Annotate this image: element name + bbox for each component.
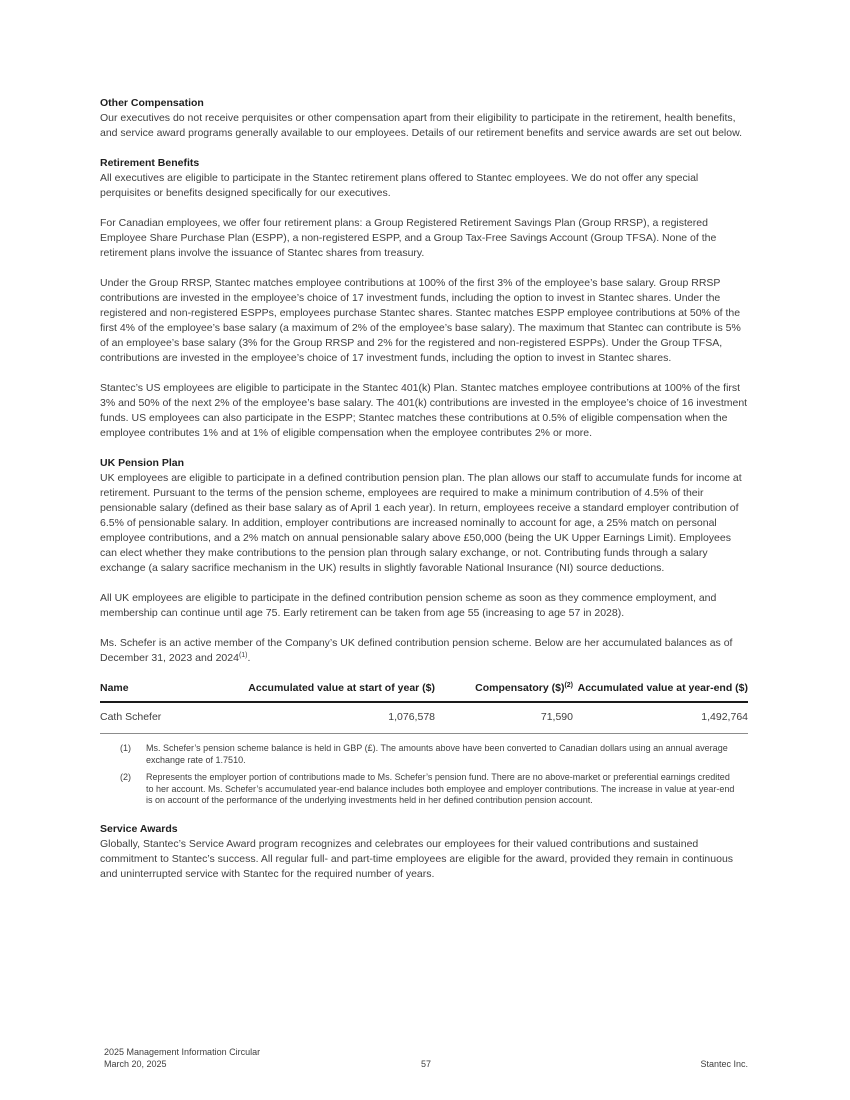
footer-company-name: Stantec Inc.	[700, 1059, 748, 1069]
paragraph-service-awards: Globally, Stantec’s Service Award program recognizes and celebrates our employees for their valued contributions and sustained commitment to Stantec’s success. All regular full- and part-time employees are eligible for the award, provided they remain in continuous and uninterrupted service with Stantec for the required number of years.	[100, 837, 734, 880]
col-header-year-end	[573, 681, 748, 702]
footnote-1-text: Ms. Schefer’s pension scheme balance is held in GBP (£). The amounts above have been converted to Canadian dollars using an annual average exchange rate of 1.7510.	[146, 743, 728, 765]
table-header-row	[100, 681, 748, 702]
page-number: 57	[420, 1059, 431, 1069]
cell-name: Cath Schefer	[100, 711, 162, 723]
footnotes-block	[100, 743, 748, 807]
section-heading-uk-pension-plan: UK Pension Plan	[100, 457, 185, 469]
footnote-2	[100, 772, 748, 807]
footer-left-block	[104, 1046, 364, 1070]
footnote-1-number: (1)	[120, 743, 131, 753]
paragraph-retirement-1: All executives are eligible to participate in the Stantec retirement plans offered to Stantec employees. We do not offer any special perquisites or benefits designed specifically for our executives.	[100, 172, 699, 199]
footer-date: March 20, 2025	[104, 1059, 167, 1069]
col-header-start-of-year	[210, 681, 435, 702]
paragraph-text: Ms. Schefer is an active member of the Company’s UK defined contribution pension scheme. Below are her accumulated balances as of December 31, 2023 and 2024	[100, 637, 733, 664]
col-header-compensatory-label: Compensatory ($)	[475, 682, 565, 694]
paragraph-retirement-4: Stantec’s US employees are eligible to participate in the Stantec 401(k) Plan. Stantec matches employee contributions at 100% of the first 3% and 50% of the next 2% of the employee’s base salary. The 401(k) contributions are invested in the employee’s choice of 16 investment funds. US employees can also participate in the ESPP; Stantec matches these contributions at 0.5% of eligible compensation when the employee contributes 1% and at 1% of eligible compensation when the employee contributes 2% or more.	[100, 382, 748, 439]
pension-balances-table	[100, 681, 748, 734]
col-header-start-of-year-label: Accumulated value at start of year ($)	[248, 682, 435, 694]
footer-circular-title: 2025 Management Information Circular	[104, 1047, 261, 1057]
col-header-name: Name	[100, 682, 129, 694]
col-header-compensatory	[435, 681, 573, 702]
section-heading-service-awards: Service Awards	[100, 822, 178, 835]
paragraph-uk-pension-3	[100, 636, 748, 666]
paragraph-uk-pension-1: UK employees are eligible to participate in a defined contribution pension plan. The plan allows our staff to accumulate funds for income at retirement. Pursuant to the terms of the pension scheme, employees are required to make a minimum contribution of 4.5% of their pensionable salary (defined as their base salary as of April 1 each year). In return, employees receive a standard employer contribution of 6.5% of pensionable salary. In addition, employer contributions are increased nominally to account for age, a 25% match on personal employee contributions, and a 2% match on annual pensionable salary above £50,000 (being the UK Upper Earnings Limit). Employees can elect whether they make contributions to the pension plan through salary exchange, or not. Contributing funds through a salary exchange (a salary sacrifice mechanism in the UK) results in slightly favorable National Insurance (NI) source deductions.	[100, 472, 742, 574]
footnote-ref-1: (1)	[238, 652, 248, 659]
section-heading-other-compensation: Other Compensation	[100, 97, 204, 109]
col-header-year-end-label: Accumulated value at year-end ($)	[577, 682, 748, 694]
page-footer	[104, 1046, 748, 1070]
paragraph-retirement-2: For Canadian employees, we offer four retirement plans: a Group Registered Retirement Savings Plan (Group RRSP), a registered Employee Share Purchase Plan (ESPP), a non-registered ESPP, and a Group Tax-Free Savings Account (Group TFSA). None of the retirement plans involve the issuance of Stantec shares from treasury.	[100, 217, 717, 259]
footnote-2-number: (2)	[120, 772, 131, 782]
paragraph-other-compensation: Our executives do not receive perquisites or other compensation apart from their eligibility to participate in the retirement, health benefits, and service award programs generally available to our employees. Details of our retirement benefits and service awards are set out below.	[100, 112, 742, 139]
cell-start-of-year: 1,076,578	[388, 711, 435, 723]
cell-compensatory: 71,590	[540, 711, 573, 723]
cell-year-end: 1,492,764	[701, 711, 748, 723]
footnote-ref-2: (2)	[564, 682, 573, 689]
table-row	[100, 702, 748, 734]
paragraph-retirement-3: Under the Group RRSP, Stantec matches employee contributions at 100% of the first 3% of the employee’s base salary. Group RRSP contributions are invested in the employee’s choice of 17 investment funds, including the option to invest in Stantec shares. Under the registered and non-registered ESPPs, employees purchase Stantec shares. Stantec matches ESPP employee contributions at 50% of the first 4% of the employee’s base salary (a maximum of 2% of the employee’s base salary). The maximum that Stantec can contribute is 5% of an employee’s base salary (3% for the Group RRSP and 2% for the registered and non-registered ESPPs). Under the Group TFSA, contributions are invested in the employee’s choice of 17 investment funds, including the option to invest in Stantec shares.	[100, 277, 741, 364]
paragraph-text-end: .	[247, 652, 251, 664]
paragraph-uk-pension-2: All UK employees are eligible to participate in the defined contribution pension scheme as soon as they commence employment, and membership can continue until age 75. Early retirement can be taken from age 55 (increasing to age 57 in 2028).	[100, 592, 717, 619]
footnote-2-text: Represents the employer portion of contributions made to Ms. Schefer’s pension fund. There are no above-market or preferential earnings credited to her account. Ms. Schefer’s accumulated year-end balance includes both employee and employer contributions. The increase in value at year-end is on account of the performance of the underlying investments held in her defined contribution pension account.	[146, 772, 735, 805]
page-content	[100, 96, 748, 897]
footnote-1	[100, 743, 748, 766]
section-heading-retirement-benefits: Retirement Benefits	[100, 157, 200, 169]
